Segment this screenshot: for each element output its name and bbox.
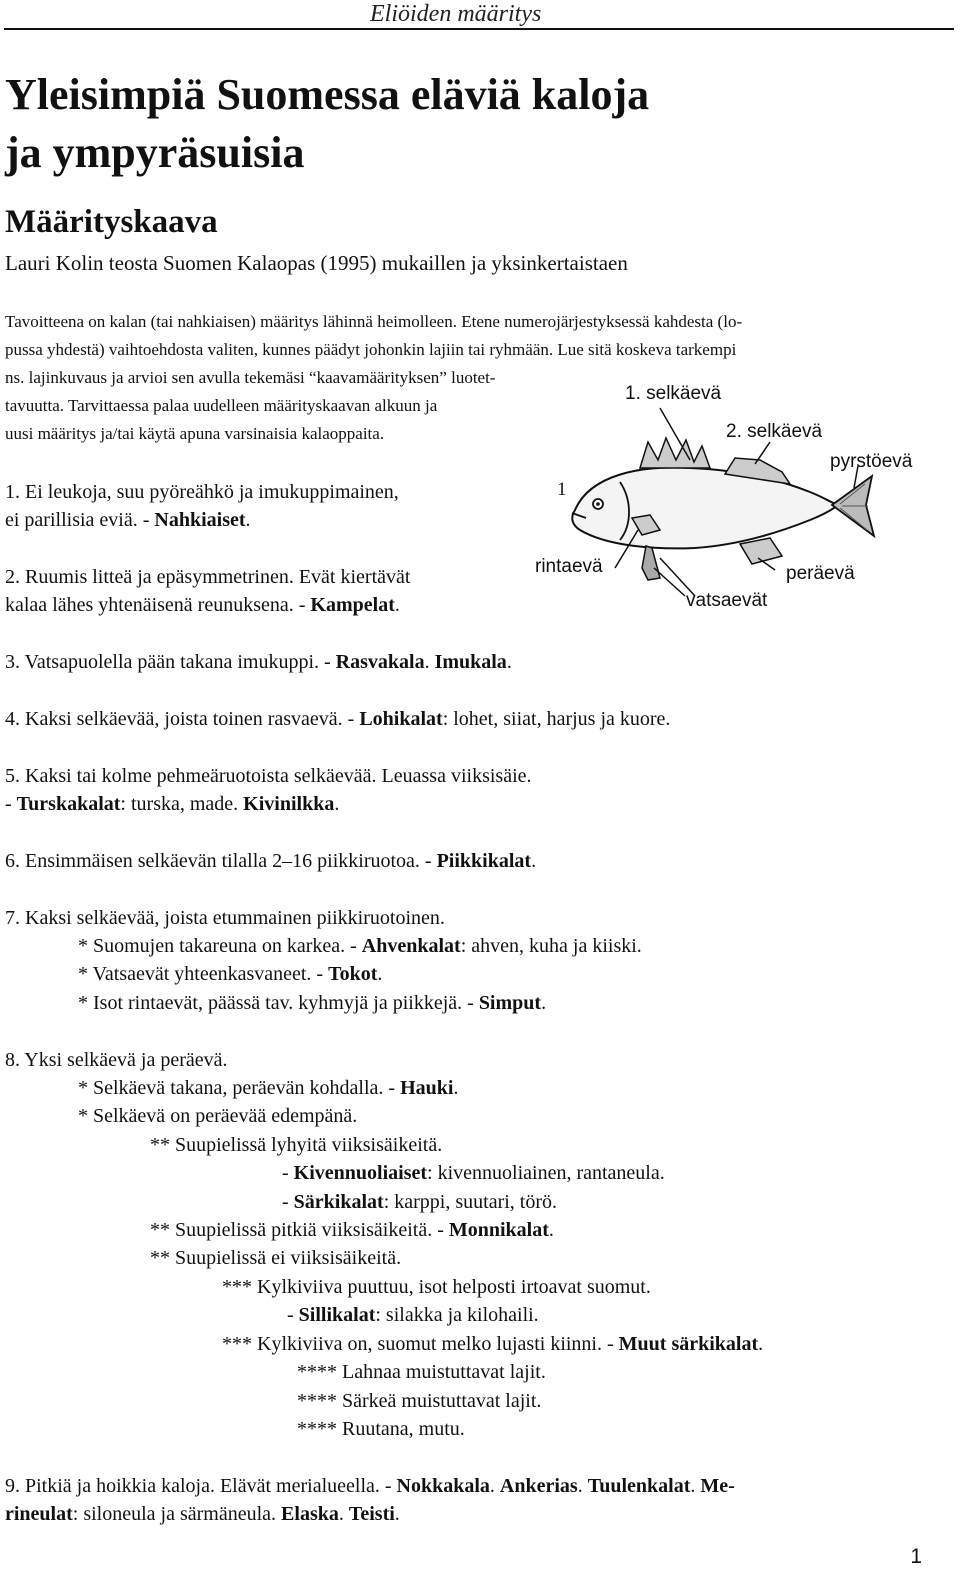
- key-8-result: - Sillikalat: silakka ja kilohaili.: [287, 1304, 539, 1326]
- pointer-pelvic-a: [654, 568, 685, 596]
- label-anal-fin: peräevä: [786, 563, 855, 584]
- key-5-line-b: - Turskakalat: turska, made. Kivinilkka.: [5, 793, 340, 815]
- intro-line: tavuutta. Tarvittaessa palaa uudelleen määrityskaavan alkuun ja: [5, 396, 438, 415]
- taxon-name: Muut särkikalat: [618, 1333, 759, 1355]
- pelvic-fin: [642, 546, 660, 580]
- running-header: Eliöiden määritys: [370, 1, 542, 27]
- key-7: 7. Kaksi selkäevää, joista etummainen piikkiruotoinen.: [5, 907, 445, 929]
- taxon-name: Simput: [478, 992, 542, 1014]
- key-8-level4: **** Lahnaa muistuttavat lajit.: [297, 1361, 546, 1383]
- key-8-result: - Kivennuoliaiset: kivennuoliainen, rantaneula.: [282, 1162, 665, 1184]
- label-dorsal-fin-1: 1. selkäevä: [625, 383, 722, 404]
- key-8-level3: *** Kylkiviiva puuttuu, isot helposti irtoavat suomut.: [222, 1276, 651, 1298]
- key-7-sub: * Suomujen takareuna on karkea. - Ahvenkalat: ahven, kuha ja kiiski.: [78, 935, 642, 957]
- taxon-name: Turskakalat: [16, 793, 121, 815]
- taxon-name: Tuulenkalat: [587, 1475, 691, 1497]
- key-9-line-a: 9. Pitkiä ja hoikkia kaloja. Elävät merialueella. - Nokkakala. Ankerias. Tuulenkalat. Me-: [5, 1475, 735, 1497]
- taxon-name: Lohikalat: [359, 708, 443, 730]
- taxon-name: Tokot: [328, 963, 378, 985]
- key-1-line-b: ei parillisia eviä. - Nahkiaiset.: [5, 509, 251, 531]
- taxon-name: Piikkikalat: [436, 850, 532, 872]
- fish-body: [572, 467, 838, 548]
- label-pelvic-fins: vatsaevät: [686, 590, 768, 611]
- taxon-name: Nahkiaiset: [154, 509, 246, 531]
- key-2-line-a: 2. Ruumis litteä ja epäsymmetrinen. Evät kiertävät: [5, 566, 411, 588]
- intro-line: pussa yhdestä) vaihtoehdosta valiten, kunnes päädyt johonkin lajiin tai ryhmään. Lue sitä koskeva tarkempi: [5, 340, 737, 359]
- taxon-name: Sillikalat: [298, 1304, 376, 1326]
- key-1-line-a: 1. Ei leukoja, suu pyöreähkö ja imukuppimainen,: [5, 481, 399, 503]
- label-tail-fin: pyrstöevä: [830, 451, 913, 472]
- taxon-name: Nokkakala: [396, 1475, 490, 1497]
- taxon-name: Kivennuoliaiset: [293, 1162, 428, 1184]
- intro-line: ns. lajinkuvaus ja arvioi sen avulla tekemäsi “kaavamäärityksen” luotet-: [5, 368, 496, 387]
- taxon-name: Rasvakala: [335, 651, 425, 673]
- label-marker: 1: [557, 479, 567, 500]
- key-4: 4. Kaksi selkäevää, joista toinen rasvaevä. - Lohikalat: lohet, siiat, harjus ja kuore.: [5, 708, 671, 730]
- taxon-name: Imukala: [434, 651, 507, 673]
- key-8-subsub: ** Suupielissä ei viiksisäikeitä.: [150, 1247, 402, 1269]
- page-number: 1: [910, 1545, 922, 1568]
- intro-line: Tavoitteena on kalan (tai nahkiaisen) määritys lähinnä heimolleen. Etene numerojärjestyksessä kahdesta (lo-: [5, 312, 743, 331]
- key-8-result: - Särkikalat: karppi, suutari, törö.: [282, 1191, 558, 1213]
- key-5-line-a: 5. Kaksi tai kolme pehmeäruotoista selkäevää. Leuassa viiksisäie.: [5, 765, 532, 787]
- key-6: 6. Ensimmäisen selkäevän tilalla 2–16 piikkiruotoa. - Piikkikalat.: [5, 850, 537, 872]
- intro-line: uusi määritys ja/tai käytä apuna varsinaisia kalaoppaita.: [5, 424, 385, 443]
- taxon-name: Elaska: [281, 1503, 339, 1525]
- dorsal-fin-1: [640, 438, 710, 468]
- key-8-sub: * Selkäevä takana, peräevän kohdalla. - Hauki.: [78, 1077, 459, 1099]
- key-8: 8. Yksi selkäevä ja peräevä.: [5, 1049, 228, 1071]
- taxon-name: Monnikalat: [448, 1219, 549, 1241]
- key-8-level4: **** Särkeä muistuttavat lajit.: [297, 1390, 542, 1412]
- key-8-sub: * Selkäevä on peräevää edempänä.: [78, 1105, 358, 1127]
- taxon-name: Ahvenkalat: [361, 935, 461, 957]
- key-8-subsub: ** Suupielissä lyhyitä viiksisäikeitä.: [150, 1134, 443, 1156]
- taxon-name: Teisti: [348, 1503, 395, 1525]
- section-title: Määrityskaava: [5, 204, 218, 240]
- taxon-name: Kampelat: [310, 594, 395, 616]
- key-9-line-b: rineulat: siloneula ja särmäneula. Elaska. Teisti.: [5, 1503, 400, 1525]
- taxon-name: rineulat: [5, 1503, 73, 1525]
- label-pectoral-fin: rintaevä: [535, 556, 603, 577]
- key-3: 3. Vatsapuolella pään takana imukuppi. - Rasvakala. Imukala.: [5, 651, 512, 673]
- source-note: Lauri Kolin teosta Suomen Kalaopas (1995) mukaillen ja yksinkertaistaen: [5, 251, 628, 275]
- key-7-sub: * Isot rintaevät, päässä tav. kyhmyjä ja piikkejä. - Simput.: [78, 992, 547, 1014]
- key-7-sub: * Vatsaevät yhteenkasvaneet. - Tokot.: [78, 963, 383, 985]
- taxon-name: Ankerias: [499, 1475, 578, 1497]
- key-8-level3: *** Kylkiviiva on, suomut melko lujasti kiinni. - Muut särkikalat.: [222, 1333, 764, 1355]
- page-title-line1: Yleisimpiä Suomessa eläviä kaloja: [5, 70, 650, 119]
- key-8-subsub: ** Suupielissä pitkiä viiksisäikeitä. - Monnikalat.: [150, 1219, 554, 1241]
- label-dorsal-fin-2: 2. selkäevä: [726, 421, 823, 442]
- header-rule: [4, 28, 954, 30]
- taxon-name: Särkikalat: [293, 1191, 384, 1213]
- page-title-line2: ja ympyräsuisia: [5, 128, 305, 177]
- key-2-line-b: kalaa lähes yhtenäisenä reunuksena. - Kampelat.: [5, 594, 400, 616]
- key-8-level4: **** Ruutana, mutu.: [297, 1418, 465, 1440]
- taxon-name: Me-: [700, 1475, 735, 1497]
- taxon-name: Kivinilkka: [243, 793, 335, 815]
- taxon-name: Hauki: [400, 1077, 454, 1099]
